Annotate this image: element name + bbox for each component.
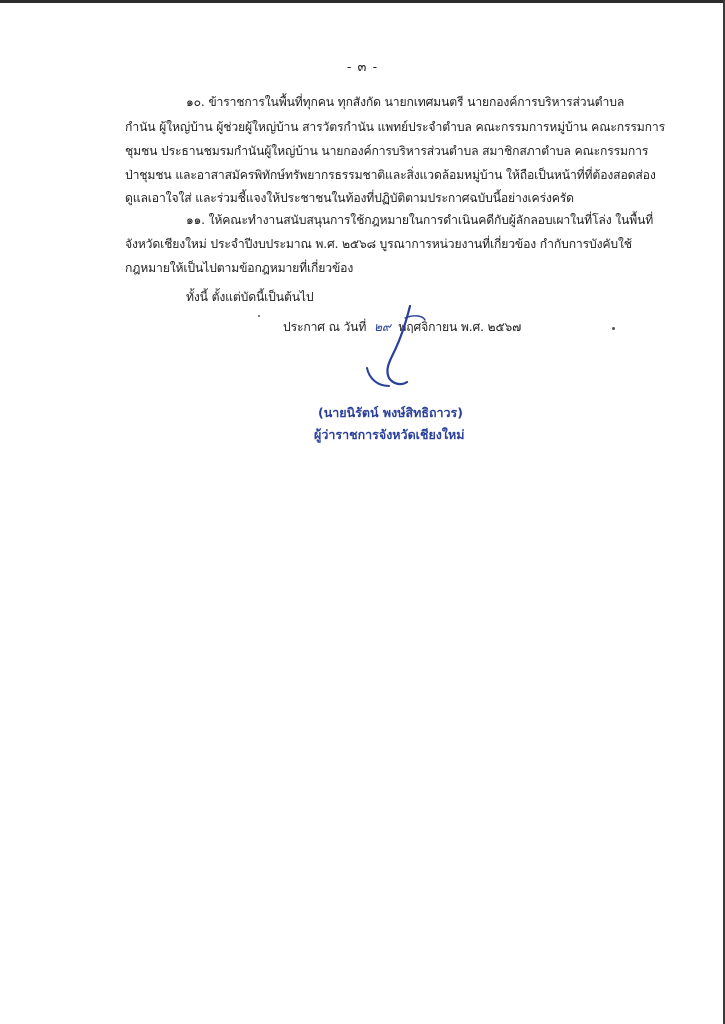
paragraph-11-line-2: จังหวัดเชียงใหม่ ประจำปีงบประมาณ พ.ศ. ๒๕๖๘ บูรณาการหน่วยงานที่เกี่ยวข้อง กำกับการบังคับใช้ [125,237,632,251]
paragraph-11-line-3: กฎหมายให้เป็นไปตามข้อกฎหมายที่เกี่ยวข้อง [125,261,354,275]
paragraph-11-line-1: ๑๑. ให้คณะทำงานสนับสนุนการใช้กฎหมายในการดำเนินคดีกับผู้ลักลอบเผาในที่โล่ง ในพื้นที่ [186,213,654,227]
paragraph-10-line-5: ดูแลเอาใจใส่ และร่วมชี้แจงให้ประชาชนในท้องที่ปฏิบัติตามประกาศฉบับนี้อย่างเคร่งครัด [125,191,574,205]
scan-speck [258,315,260,317]
signature-mark [355,298,445,398]
page-number: - ๓ - [347,60,378,75]
paragraph-10-line-4: ป่าชุมชน และอาสาสมัครพิทักษ์ทรัพยากรธรรมชาติและสิ่งแวดล้อมหมู่บ้าน ให้ถือเป็นหน้าที่ที่ต้องสอดส่อง [125,168,656,182]
scan-speck [612,327,615,330]
effective-statement: ทั้งนี้ ตั้งแต่บัดนี้เป็นต้นไป [186,290,314,304]
announcement-month-year: พฤศจิกายน พ.ศ. ๒๕๖๗ [398,320,522,334]
announcement-day: ๒๙ [374,320,391,334]
announcement-prefix: ประกาศ ณ วันที่ [283,320,367,334]
paragraph-10-line-1: ๑๐. ข้าราชการในพื้นที่ทุกคน ทุกสังกัด นายกเทศมนตรี นายกองค์การบริหารส่วนตำบล [186,95,625,109]
paragraph-10-line-3: ชุมชน ประธานชมรมกำนันผู้ใหญ่บ้าน นายกองค์การบริหารส่วนตำบล สมาชิกสภาตำบล คณะกรรมการ [125,144,649,158]
signer-title: ผู้ว่าราชการจังหวัดเชียงใหม่ [314,427,465,442]
paragraph-10-line-2: กำนัน ผู้ใหญ่บ้าน ผู้ช่วยผู้ใหญ่บ้าน สารวัตรกำนัน แพทย์ประจำตำบล คณะกรรมการหมู่บ้าน คณะกรรมการ [125,120,665,134]
page-top-edge [0,0,725,3]
signer-name: (นายนิรัตน์ พงษ์สิทธิถาวร) [318,405,463,420]
